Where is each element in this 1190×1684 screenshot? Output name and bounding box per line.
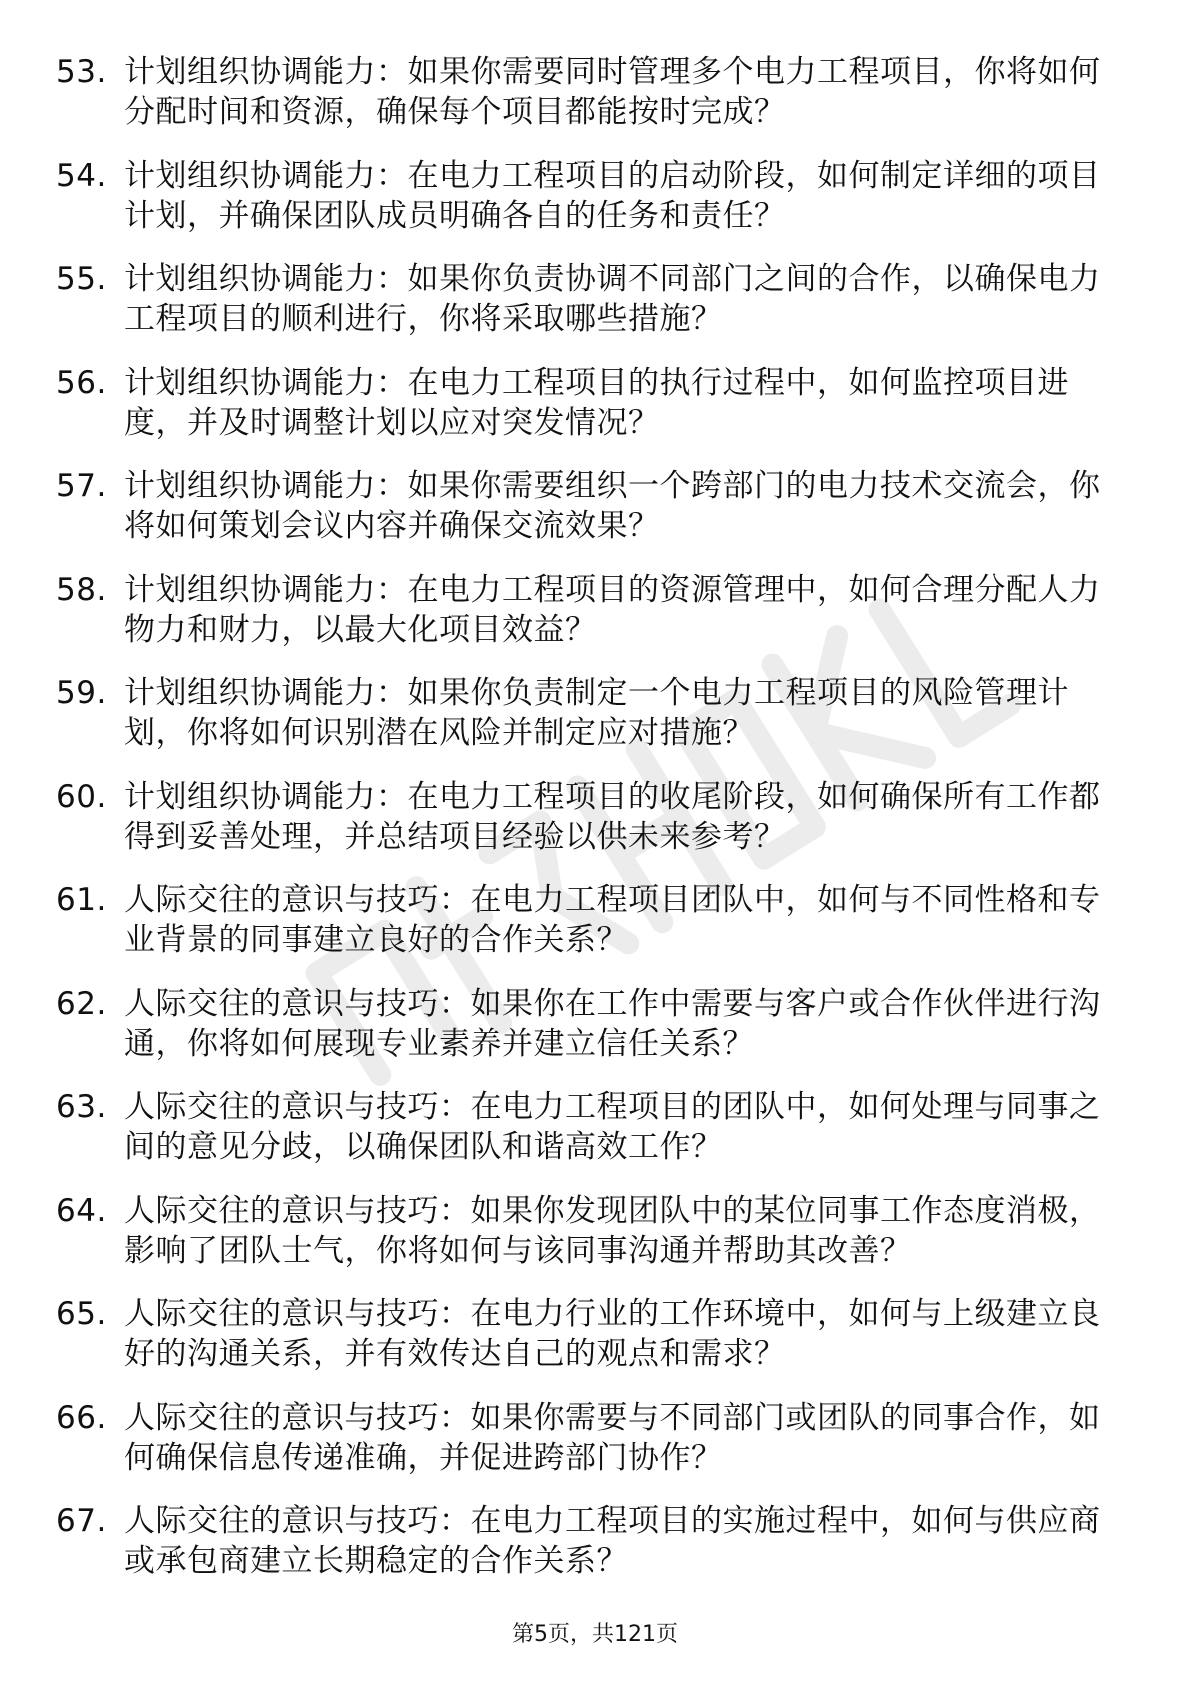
question-number: 56. (56, 364, 107, 401)
question-text: 人际交往的意识与技巧：在电力工程项目的团队中，如何处理与同事之间的意见分歧，以确保团队和谐高效工作？ (124, 1089, 1101, 1165)
question-text: 计划组织协调能力：在电力工程项目的启动阶段，如何制定详细的项目计划，并确保团队成员明确各自的任务和责任？ (124, 157, 1101, 234)
question-number: 59. (56, 675, 107, 711)
question-text: 人际交往的意识与技巧：在电力工程项目团队中，如何与不同性格和专业背景的同事建立良好的合作关系？ (124, 882, 1101, 958)
question-number: 58. (56, 571, 107, 608)
question-list (56, 52, 1116, 1605)
page-footer: 第5页，共121页 (512, 1622, 678, 1647)
question-text: 计划组织协调能力：在电力工程项目的执行过程中，如何监控项目进度，并及时调整计划以应对突发情况？ (124, 364, 1069, 441)
question-number: 62. (56, 985, 107, 1022)
question-item (56, 777, 1116, 857)
question-number: 65. (56, 1296, 107, 1332)
question-number: 66. (56, 1399, 107, 1436)
question-text: 人际交往的意识与技巧：如果你需要与不同部门或团队的同事合作，如何确保信息传递准确，并促进跨部门协作？ (124, 1399, 1101, 1476)
question-text: 人际交往的意识与技巧：在电力工程项目的实施过程中，如何与供应商或承包商建立长期稳定的合作关系？ (124, 1503, 1101, 1579)
question-item (56, 1191, 1116, 1271)
question-number: 67. (56, 1503, 107, 1539)
question-text: 计划组织协调能力：如果你负责制定一个电力工程项目的风险管理计划，你将如何识别潜在风险并制定应对措施？ (124, 675, 1069, 751)
question-number: 53. (56, 54, 107, 90)
question-number: 64. (56, 1192, 107, 1229)
question-item (56, 466, 1116, 546)
question-number: 61. (56, 882, 107, 918)
question-item (56, 52, 1116, 132)
question-item (56, 570, 1116, 650)
question-text: 人际交往的意识与技巧：在电力行业的工作环境中，如何与上级建立良好的沟通关系，并有效传达自己的观点和需求？ (124, 1296, 1101, 1372)
question-text: 计划组织协调能力：如果你需要同时管理多个电力工程项目，你将如何分配时间和资源，确保每个项目都能按时完成？ (124, 54, 1101, 130)
question-item (56, 1398, 1116, 1478)
question-text: 人际交往的意识与技巧：如果你发现团队中的某位同事工作态度消极，影响了团队士气，你将如何与该同事沟通并帮助其改善？ (124, 1192, 1101, 1269)
question-text: 计划组织协调能力：如果你负责协调不同部门之间的合作，以确保电力工程项目的顺利进行，你将采取哪些措施？ (124, 261, 1101, 337)
question-item (56, 259, 1116, 339)
question-item (56, 156, 1116, 236)
question-text: 计划组织协调能力：在电力工程项目的资源管理中，如何合理分配人力物力和财力，以最大化项目效益？ (124, 571, 1101, 648)
question-text: 人际交往的意识与技巧：如果你在工作中需要与客户或合作伙伴进行沟通，你将如何展现专业素养并建立信任关系？ (124, 985, 1101, 1062)
question-text: 计划组织协调能力：在电力工程项目的收尾阶段，如何确保所有工作都得到妥善处理，并总结项目经验以供未来参考？ (124, 778, 1101, 855)
question-item (56, 880, 1116, 960)
question-text: 计划组织协调能力：如果你需要组织一个跨部门的电力技术交流会，你将如何策划会议内容并确保交流效果？ (124, 468, 1101, 544)
question-item (56, 673, 1116, 753)
question-item (56, 1501, 1116, 1581)
question-item (56, 363, 1116, 443)
question-number: 54. (56, 157, 107, 194)
question-item (56, 1087, 1116, 1167)
question-item (56, 1294, 1116, 1374)
question-number: 60. (56, 778, 107, 815)
question-number: 57. (56, 468, 107, 504)
question-number: 63. (56, 1089, 107, 1125)
question-item (56, 984, 1116, 1064)
question-number: 55. (56, 261, 107, 297)
